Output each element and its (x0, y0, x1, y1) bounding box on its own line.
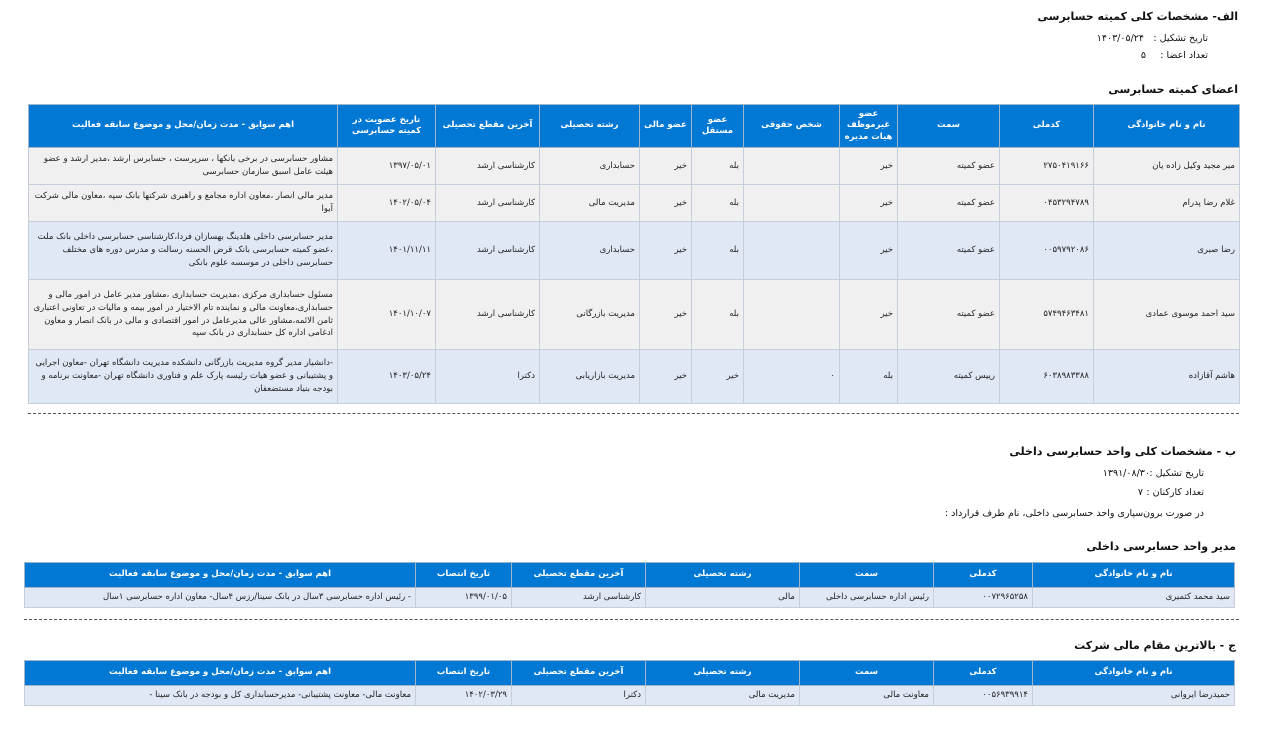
cell-non-executive: خیر (840, 280, 898, 350)
cell-name: سید احمد موسوی عمادی (1094, 280, 1240, 350)
table-row (29, 148, 1240, 185)
table-row (29, 185, 1240, 222)
table-row (29, 350, 1240, 404)
cell-position: عضو کمیته (898, 222, 1000, 280)
header-appointment-date: تاریخ انتصاب (416, 661, 512, 686)
header-independent: عضو مستقل (692, 105, 744, 148)
section-a-title: الف- مشخصات کلی کمیته حسابرسی (1037, 10, 1238, 23)
cell-independent: بله (692, 148, 744, 185)
cell-experience: مدیر مالی انصار ،معاون اداره مجامع و راهبری شرکتها بانک سپه ،معاون مالی شرکت آیوا (29, 185, 338, 222)
cell-name: هاشم آقازاده (1094, 350, 1240, 404)
header-name: نام و نام خانوادگی (1033, 563, 1235, 588)
cell-legal-person: ۰ (744, 350, 840, 404)
header-experience: اهم سوابق - مدت زمان/محل و موضوع سابقه فعالیت (25, 661, 416, 686)
table-row (29, 222, 1240, 280)
cell-name: رضا صبری (1094, 222, 1240, 280)
cell-position: عضو کمیته (898, 280, 1000, 350)
internal-audit-manager-table (24, 562, 1235, 608)
cell-membership-date: ۱۴۰۳/۰۵/۲۴ (338, 350, 436, 404)
header-name: نام و نام خانوادگی (1094, 105, 1240, 148)
cell-name: حمیدرضا ایروانی (1033, 686, 1235, 706)
cell-name: سید محمد کثمیری (1033, 588, 1235, 608)
cell-field: مدیریت بازاریابی (540, 350, 640, 404)
cell-position: رییس کمیته (898, 350, 1000, 404)
cell-national-id: ۵۷۴۹۴۶۳۴۸۱ (1000, 280, 1094, 350)
member-count-label: تعداد اعضا : (1160, 50, 1208, 61)
cell-experience: -دانشیار مدیر گروه مدیریت بازرگانی دانشکده مدیریت دانشگاه تهران -معاون اجرایی و پشتیبانی و عضو هیات رئیسه پارک علم و فناوری دانشگاه تهران -معاونت برنامه و بودجه بنیاد مستضعفان (29, 350, 338, 404)
header-degree: آخرین مقطع تحصیلی (512, 661, 646, 686)
header-experience: اهم سوابق - مدت زمان/محل و موضوع سابقه فعالیت (29, 105, 338, 148)
cell-independent: بله (692, 280, 744, 350)
cell-membership-date: ۱۳۹۷/۰۵/۰۱ (338, 148, 436, 185)
cell-membership-date: ۱۴۰۱/۱۰/۰۷ (338, 280, 436, 350)
header-financial: عضو مالی (640, 105, 692, 148)
cell-independent: بله (692, 222, 744, 280)
header-legal-person: شخص حقوقی (744, 105, 840, 148)
table-header-row (25, 563, 1235, 588)
formation-date-value: ۱۴۰۳/۰۵/۲۴ (1096, 33, 1144, 44)
member-count-value: ۵ (1140, 50, 1146, 61)
section-divider (24, 619, 1239, 620)
cell-degree: کارشناسی ارشد (436, 185, 540, 222)
cell-field: مدیریت مالی (646, 686, 800, 706)
cell-financial: خیر (640, 222, 692, 280)
cell-non-executive: خیر (840, 148, 898, 185)
cell-degree: دکترا (512, 686, 646, 706)
cell-experience: - رئیس اداره حسابرسی ۳سال در بانک سینا/رزس ۴سال- معاون اداره حسابرسی ۱سال (25, 588, 416, 608)
cell-experience: مسئول حسابداری مرکزی ،مدیریت حسابداری ،مشاور مدیر عامل در امور مالی و حسابداری،معاونت مالی و نماینده تام الاختیار در امور بیمه و مالیات در تعاونی اعتباری ثامن الائمه،مشاور عالی مدیرعامل در امور اقتصادی و مالی در بانک انصار و معاون ادغامی اداره کل حسابداری در بانک سپه (29, 280, 338, 350)
cell-national-id: ۰۰۵۹۷۹۲۰۸۶ (1000, 222, 1094, 280)
cell-experience: مدیر حسابرسی داخلی هلدینگ بهسازان فردا،کارشناسی حسابرسی داخلی بانک ملت ،عضو کمیته حسابرسی بانک قرض الحسنه رسالت و مدرس دوره های مختلف حسابرسی داخلی در موسسه علوم بانکی (29, 222, 338, 280)
cell-position: معاونت مالی (800, 686, 934, 706)
header-field: رشته تحصیلی (540, 105, 640, 148)
cell-national-id: ۶۰۳۸۹۸۳۳۸۸ (1000, 350, 1094, 404)
table-header-row (25, 661, 1235, 686)
header-field: رشته تحصیلی (646, 661, 800, 686)
cell-experience: معاونت مالی- معاونت پشتیبانی- مدیرحسابداری کل و بودجه در بانک سینا - (25, 686, 416, 706)
header-appointment-date: تاریخ انتصاب (416, 563, 512, 588)
cell-national-id: ۰۰۵۶۹۳۹۹۱۴ (934, 686, 1033, 706)
cell-degree: کارشناسی ارشد (512, 588, 646, 608)
header-position: سمت (800, 563, 934, 588)
cell-degree: کارشناسی ارشد (436, 222, 540, 280)
cell-legal-person (744, 280, 840, 350)
cell-membership-date: ۱۴۰۱/۱۱/۱۱ (338, 222, 436, 280)
internal-audit-manager-title: مدیر واحد حسابرسی داخلی (1086, 540, 1236, 553)
header-degree: آخرین مقطع تحصیلی (512, 563, 646, 588)
section-b-title: ب - مشخصات کلی واحد حسابرسی داخلی (1009, 445, 1236, 458)
cell-legal-person (744, 222, 840, 280)
cell-non-executive: بله (840, 350, 898, 404)
top-financial-officer-table (24, 660, 1235, 706)
cell-financial: خیر (640, 350, 692, 404)
cell-national-id: ۰۴۵۳۲۹۴۷۸۹ (1000, 185, 1094, 222)
staff-count-label: تعداد کارکنان : (1146, 487, 1204, 498)
outsource-contractor-label: در صورت برون‌سپاری واحد حسابرسی داخلی، نام طرف قرارداد : (944, 508, 1204, 519)
header-membership-date: تاریخ عضویت در کمیته حسابرسی (338, 105, 436, 148)
cell-independent: بله (692, 185, 744, 222)
cell-field: حسابداری (540, 148, 640, 185)
cell-experience: مشاور حسابرسی در برخی بانکها ، سرپرست ، حسابرس ارشد ،مدیر ارشد و عضو هیئت عامل اسبق سازمان حسابرسی (29, 148, 338, 185)
table-row (25, 686, 1235, 706)
header-degree: آخرین مقطع تحصیلی (436, 105, 540, 148)
cell-membership-date: ۱۴۰۲/۰۵/۰۴ (338, 185, 436, 222)
cell-field: مدیریت مالی (540, 185, 640, 222)
cell-legal-person (744, 148, 840, 185)
cell-degree: کارشناسی ارشد (436, 280, 540, 350)
cell-national-id: ۰۰۷۲۹۶۵۲۵۸ (934, 588, 1033, 608)
cell-field: حسابداری (540, 222, 640, 280)
header-national-id: کدملی (934, 563, 1033, 588)
staff-count-value: ۷ (1137, 487, 1143, 498)
cell-degree: دکترا (436, 350, 540, 404)
cell-legal-person (744, 185, 840, 222)
header-position: سمت (898, 105, 1000, 148)
cell-non-executive: خیر (840, 222, 898, 280)
cell-position: عضو کمیته (898, 185, 1000, 222)
cell-financial: خیر (640, 185, 692, 222)
formation-date-label: تاریخ تشکیل : (1153, 33, 1208, 44)
header-position: سمت (800, 661, 934, 686)
committee-members-table (28, 104, 1240, 404)
cell-appointment-date: ۱۳۹۹/۰۱/۰۵ (416, 588, 512, 608)
cell-financial: خیر (640, 280, 692, 350)
unit-formation-value: ۱۳۹۱/۰۸/۳۰ (1102, 468, 1150, 479)
header-national-id: کدملی (934, 661, 1033, 686)
cell-national-id: ۲۷۵۰۴۱۹۱۶۶ (1000, 148, 1094, 185)
header-non-executive: عضو غیرموظف هیات مدیره (840, 105, 898, 148)
table-row (29, 280, 1240, 350)
cell-position: عضو کمیته (898, 148, 1000, 185)
cell-name: میر مجید وکیل زاده یان (1094, 148, 1240, 185)
table-row (25, 588, 1235, 608)
cell-field: مدیریت بازرگانی (540, 280, 640, 350)
committee-members-title: اعضای کمیته حسابرسی (1108, 83, 1238, 96)
header-national-id: کدملی (1000, 105, 1094, 148)
cell-independent: خیر (692, 350, 744, 404)
cell-non-executive: خیر (840, 185, 898, 222)
cell-financial: خیر (640, 148, 692, 185)
cell-field: مالی (646, 588, 800, 608)
cell-appointment-date: ۱۴۰۲/۰۳/۲۹ (416, 686, 512, 706)
cell-name: غلام رضا پدرام (1094, 185, 1240, 222)
cell-position: رئیس اداره حسابرسی داخلی (800, 588, 934, 608)
section-divider (28, 413, 1239, 414)
section-c-title: ج - بالاترین مقام مالی شرکت (1074, 639, 1236, 652)
header-field: رشته تحصیلی (646, 563, 800, 588)
header-experience: اهم سوابق - مدت زمان/محل و موضوع سابقه فعالیت (25, 563, 416, 588)
header-name: نام و نام خانوادگی (1033, 661, 1235, 686)
unit-formation-label: تاریخ تشکیل : (1149, 468, 1204, 479)
cell-degree: کارشناسی ارشد (436, 148, 540, 185)
table-header-row (29, 105, 1240, 148)
